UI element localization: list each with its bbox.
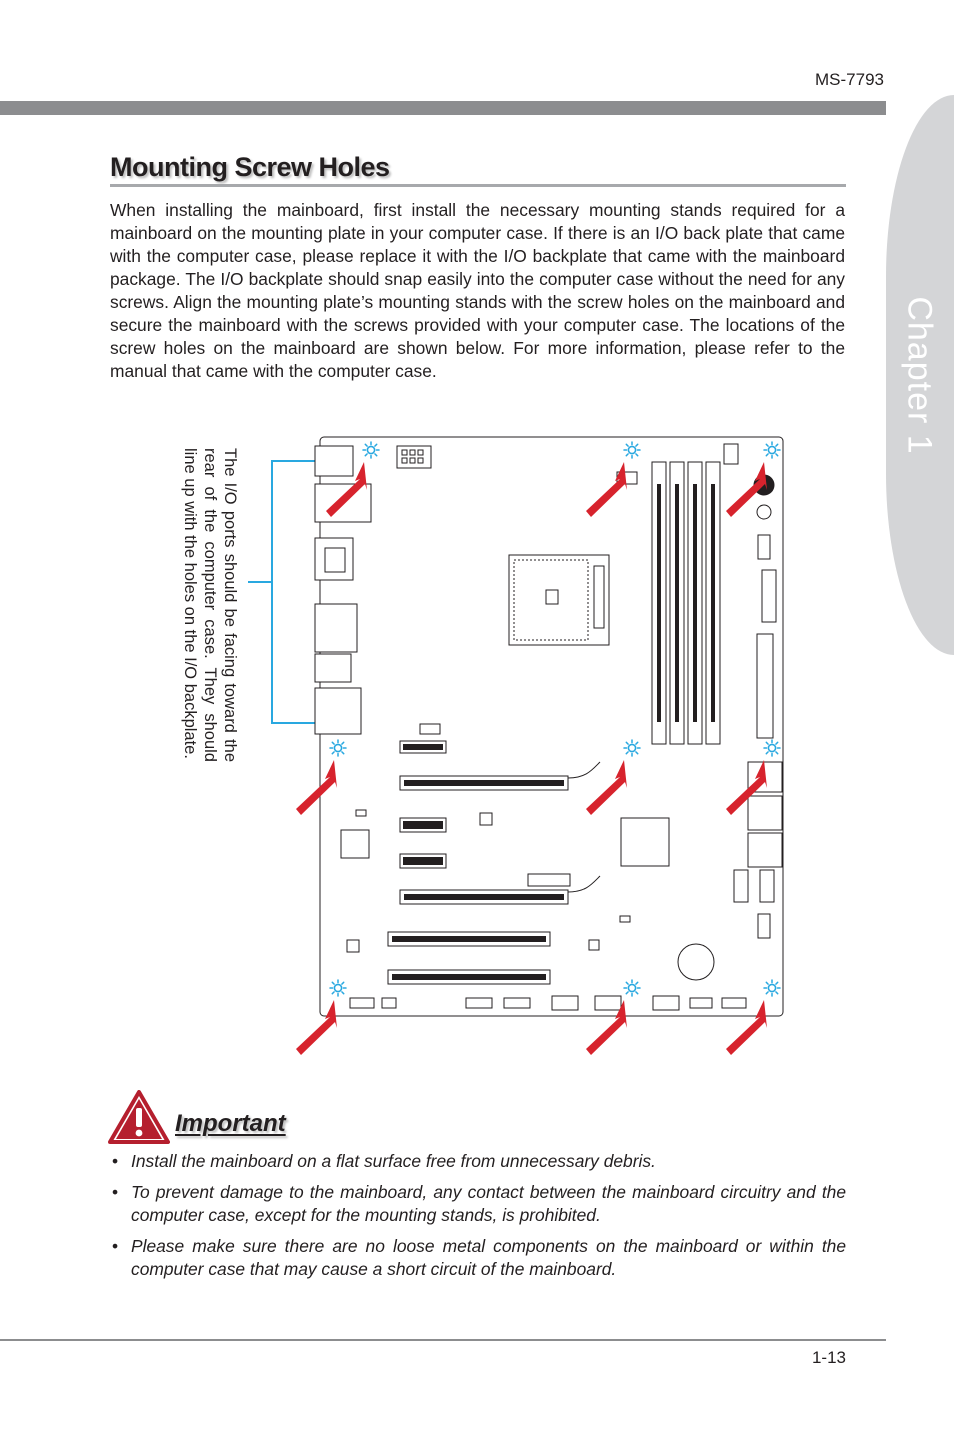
- footer-rule: [0, 1339, 886, 1341]
- title-rule: [110, 184, 846, 187]
- note-item: • Install the mainboard on a flat surface free from unnecessary debris.: [110, 1150, 846, 1173]
- note-item: • To prevent damage to the mainboard, any contact between the mainboard circuitry and the computer case, except for the mounting stands, is prohibited.: [110, 1181, 846, 1227]
- header-bar: [0, 101, 886, 115]
- io-note: The I/O ports should be facing toward the rear of the computer case. They should line up with the holes on the I/O backplate.: [181, 448, 239, 762]
- note-item: • Please make sure there are no loose metal components on the mainboard or within the computer case that may cause a short circuit of the mainboard.: [110, 1235, 846, 1281]
- mainboard-diagram: [155, 435, 795, 1055]
- important-title: Important: [175, 1110, 286, 1137]
- important-notes: [110, 1150, 846, 1289]
- warning-icon: [108, 1090, 170, 1144]
- page-number: 1-13: [811, 1348, 846, 1367]
- chapter-tab-label: Chapter 1: [900, 295, 939, 455]
- intro-paragraph: When installing the mainboard, first install the necessary mounting stands required for a mainboard on the mounting plate in your computer case. If there is an I/O back plate that came with the computer case, please replace it with the I/O backplate that came with the mainboard package. The I/O backplate should snap easily into the computer case without the need for any screws. Align the mounting plate’s mounting stands with the screw holes on the mainboard and secure the mainboard with the screws provided with your computer case. The locations of the screw holes on the mainboard are shown below. For more information, please refer to the manual that came with the computer case.: [110, 200, 845, 381]
- model-number: MS-7793: [815, 70, 884, 89]
- section-title: Mounting Screw Holes: [110, 152, 390, 182]
- chapter-tab-label-wrap: [889, 295, 949, 455]
